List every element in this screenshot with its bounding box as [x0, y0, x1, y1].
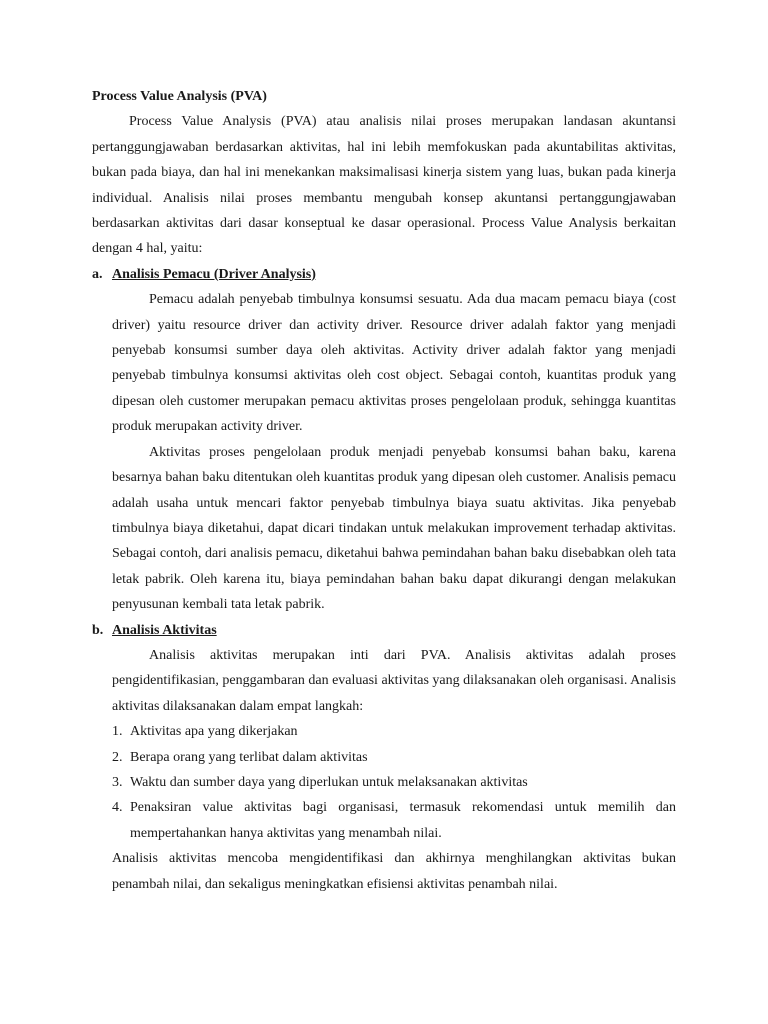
intro-paragraph: Process Value Analysis (PVA) atau analisis nilai proses merupakan landasan akuntansi pertanggungjawaban berdasarkan aktivitas, hal ini lebih memfokuskan pada akuntabilitas aktivitas, bukan pada biaya, dan hal ini menekankan maksimalisasi kinerja sistem yang luas, bukan pada kinerja individual. Analisis nilai proses membantu mengubah konsep akuntansi pertanggungjawaban berdasarkan aktivitas dari dasar konseptual ke dasar operasional. Process Value Analysis berkaitan dengan 4 hal, yaitu: — [92, 114, 676, 257]
step-text: Penaksiran value aktivitas bagi organisasi, termasuk rekomendasi untuk memilih dan mempertahankan hanya aktivitas yang menambah nilai. — [130, 800, 676, 841]
list-item — [112, 770, 676, 795]
section-a — [92, 262, 676, 618]
section-paragraph: Pemacu adalah penyebab timbulnya konsumsi sesuatu. Ada dua macam pemacu biaya (cost driver) yaitu resource driver dan activity driver. Resource driver adalah faktor yang menjadi penyebab konsumsi sumber daya oleh aktivitas. Activity driver adalah faktor yang menjadi penyebab timbulnya konsumsi aktivitas oleh cost object. Sebagai contoh, kuantitas produk yang dipesan oleh customer merupakan pemacu aktivitas proses pengelolaan produk, sehingga kuantitas produk merupakan activity driver. — [112, 292, 676, 435]
step-text: Aktivitas apa yang dikerjakan — [130, 724, 298, 740]
section-marker: a. — [92, 266, 103, 282]
closing-paragraph: Analisis aktivitas mencoba mengidentifikasi dan akhirnya menghilangkan aktivitas bukan penambah nilai, dan sekaligus meningkatkan efisiensi aktivitas penambah nilai. — [112, 851, 676, 892]
section-title: Analisis Aktivitas — [112, 622, 217, 638]
step-text: Berapa orang yang terlibat dalam aktivitas — [130, 749, 368, 765]
step-number: 2. — [112, 749, 123, 765]
section-marker: b. — [92, 622, 104, 638]
section-b — [92, 618, 676, 897]
section-paragraph: Analisis aktivitas merupakan inti dari PVA. Analisis aktivitas adalah proses pengidentifikasian, penggambaran dan evaluasi aktivitas yang dilaksanakan oleh organisasi. Analisis aktivitas dilaksanakan dalam empat langkah: — [112, 647, 676, 714]
list-item — [112, 745, 676, 770]
list-item — [112, 795, 676, 846]
step-number: 1. — [112, 724, 123, 740]
steps-list — [112, 719, 676, 846]
step-number: 3. — [112, 774, 123, 790]
section-paragraph: Aktivitas proses pengelolaan produk menjadi penyebab konsumsi bahan baku, karena besarnya bahan baku ditentukan oleh kuantitas produk yang dipesan oleh customer. Analisis pemacu adalah usaha untuk mencari faktor penyebab timbulnya biaya suatu aktivitas. Jika penyebab timbulnya biaya diketahui, dapat dicari tindakan untuk melakukan improvement terhadap aktivitas. Sebagai contoh, dari analisis pemacu, diketahui bahwa pemindahan bahan baku disebabkan oleh tata letak pabrik. Oleh karena itu, biaya pemindahan bahan baku dapat dikurangi dengan melakukan penyusunan kembali tata letak pabrik. — [112, 444, 676, 613]
step-number: 4. — [112, 800, 123, 816]
document-page — [92, 84, 676, 897]
section-title: Analisis Pemacu (Driver Analysis) — [112, 266, 316, 282]
document-title: Process Value Analysis (PVA) — [92, 89, 267, 104]
list-item — [112, 719, 676, 744]
step-text: Waktu dan sumber daya yang diperlukan untuk melaksanakan aktivitas — [130, 774, 528, 790]
